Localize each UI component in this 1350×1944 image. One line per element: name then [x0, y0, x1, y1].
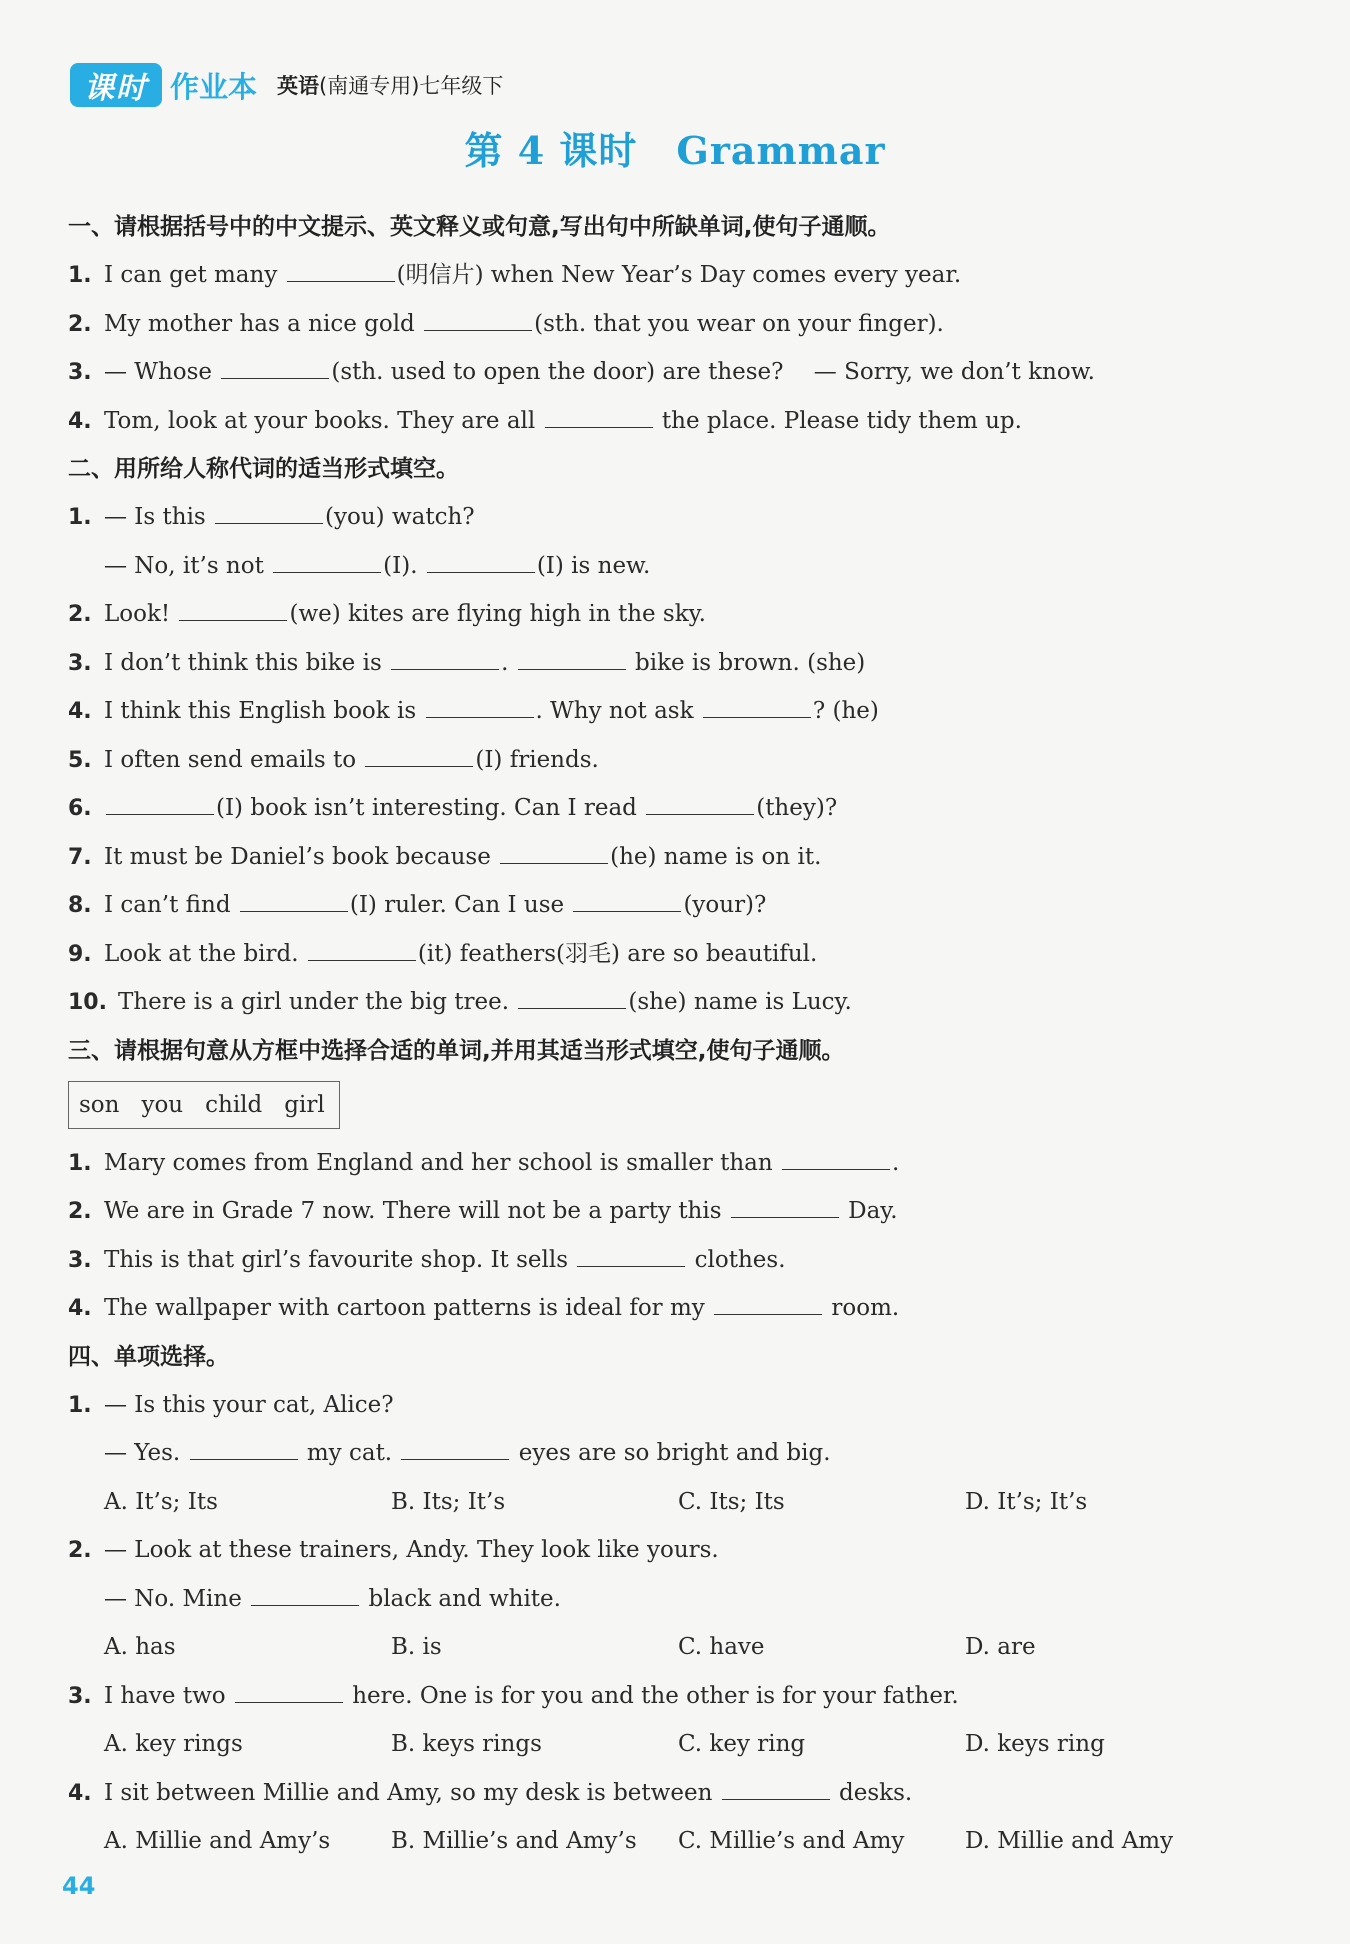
answer-blank[interactable] — [518, 647, 626, 670]
answer-blank[interactable] — [427, 550, 535, 573]
answer-blank[interactable] — [240, 889, 348, 912]
s2-question-3: 3. I don’t think this bike is . bike is brown. (she) — [68, 639, 1298, 688]
s3-question-1: 1. Mary comes from England and her school is smaller than . — [68, 1139, 1298, 1188]
option-b[interactable]: B. Millie’s and Amy’s — [391, 1828, 637, 1854]
answer-blank[interactable] — [573, 889, 681, 912]
s2-question-2: 2. Look! (we) kites are flying high in the sky. — [68, 590, 1298, 639]
s4-question-2-line2: — No. Mine black and white. — [68, 1575, 1298, 1624]
lesson-title: 第 4 课时 Grammar — [464, 128, 886, 173]
s4-question-3: 3. I have two here. One is for you and the other is for your father. — [68, 1672, 1298, 1721]
s2-question-6: 6. (I) book isn’t interesting. Can I read (they)? — [68, 784, 1298, 833]
brand-logo-badge: 课时 — [70, 63, 162, 107]
s4-question-2-options — [68, 1623, 1298, 1672]
answer-blank[interactable] — [500, 841, 608, 864]
s4-question-1: 1. — Is this your cat, Alice? — [68, 1391, 394, 1418]
s3-question-4: 4. The wallpaper with cartoon patterns is ideal for my room. — [68, 1284, 1298, 1333]
answer-blank[interactable] — [365, 744, 473, 767]
option-b[interactable]: B. keys rings — [391, 1731, 542, 1757]
answer-blank[interactable] — [221, 356, 329, 379]
s4-question-2: 2. — Look at these trainers, Andy. They look like yours. — [68, 1537, 719, 1563]
option-a[interactable]: A. key rings — [104, 1731, 243, 1757]
s4-question-4: 4. I sit between Millie and Amy, so my desk is between desks. — [68, 1769, 1298, 1818]
book-header — [70, 60, 503, 110]
book-info — [277, 70, 503, 100]
option-a[interactable]: A. It’s; Its — [104, 1488, 218, 1515]
word-bank-item: child — [205, 1091, 263, 1118]
word-bank-item: girl — [284, 1091, 325, 1118]
answer-blank[interactable] — [251, 1583, 359, 1606]
s1-question-2: 2. My mother has a nice gold (sth. that you wear on your finger). — [68, 300, 1298, 349]
page-number: 44 — [62, 1872, 96, 1900]
option-b[interactable]: B. Its; It’s — [391, 1488, 506, 1515]
option-d[interactable]: D. Millie and Amy — [965, 1828, 1174, 1854]
option-a[interactable]: A. has — [104, 1634, 176, 1660]
answer-blank[interactable] — [106, 792, 214, 815]
section-2-heading: 二、用所给人称代词的适当形式填空。 — [68, 456, 459, 482]
edition-label: (南通专用)七年级下 — [319, 74, 504, 98]
s2-question-10: 10. There is a girl under the big tree. (she) name is Lucy. — [68, 978, 1298, 1027]
word-bank-item: you — [141, 1091, 184, 1118]
s2-question-8: 8. I can’t find (I) ruler. Can I use (your)? — [68, 881, 1298, 930]
s1-question-1: 1. I can get many (明信片) when New Year’s Day comes every year. — [68, 251, 1298, 300]
option-c[interactable]: C. Its; Its — [678, 1488, 785, 1515]
section-3-heading: 三、请根据句意从方框中选择合适的单词,并用其适当形式填空,使句子通顺。 — [68, 1037, 845, 1064]
exercise-content — [68, 203, 1298, 1866]
option-b[interactable]: B. is — [391, 1634, 442, 1660]
s1-question-4: 4. Tom, look at your books. They are all the place. Please tidy them up. — [68, 397, 1298, 446]
answer-blank[interactable] — [235, 1680, 343, 1703]
answer-blank[interactable] — [518, 986, 626, 1009]
s1-question-3: 3. — Whose (sth. used to open the door) are these? — Sorry, we don’t know. — [68, 348, 1298, 397]
subject-label: 英语 — [277, 74, 320, 98]
s3-question-3: 3. This is that girl’s favourite shop. It sells clothes. — [68, 1236, 1298, 1285]
section-4-heading: 四、单项选择。 — [68, 1343, 229, 1370]
s2-question-1-reply: — No, it’s not (I). (I) is new. — [68, 542, 1298, 591]
option-c[interactable]: C. Millie’s and Amy — [678, 1828, 905, 1854]
option-d[interactable]: D. keys ring — [965, 1731, 1105, 1757]
answer-blank[interactable] — [273, 550, 381, 573]
brand-logo-text: 作业本 — [170, 69, 258, 104]
answer-blank[interactable] — [190, 1437, 298, 1460]
answer-blank[interactable] — [703, 695, 811, 718]
s4-question-3-options — [68, 1720, 1298, 1769]
answer-blank[interactable] — [577, 1244, 685, 1267]
s2-question-4: 4. I think this English book is . Why not ask ? (he) — [68, 687, 1298, 736]
answer-blank[interactable] — [391, 647, 499, 670]
answer-blank[interactable] — [714, 1292, 822, 1315]
s3-question-2: 2. We are in Grade 7 now. There will not be a party this Day. — [68, 1187, 1298, 1236]
s2-question-1: 1. — Is this (you) watch? — [68, 493, 1298, 542]
section-1-heading: 一、请根据括号中的中文提示、英文释义或句意,写出句中所缺单词,使句子通顺。 — [68, 214, 891, 240]
s4-question-1-line2: — Yes. my cat. eyes are so bright and big. — [68, 1429, 1298, 1478]
s4-question-4-options — [68, 1817, 1298, 1866]
answer-blank[interactable] — [722, 1777, 830, 1800]
answer-blank[interactable] — [215, 501, 323, 524]
answer-blank[interactable] — [646, 792, 754, 815]
option-a[interactable]: A. Millie and Amy’s — [104, 1828, 331, 1854]
word-bank-box — [68, 1081, 340, 1129]
option-c[interactable]: C. have — [678, 1634, 765, 1660]
answer-blank[interactable] — [424, 308, 532, 331]
answer-blank[interactable] — [287, 259, 395, 282]
option-c[interactable]: C. key ring — [678, 1731, 806, 1757]
answer-blank[interactable] — [545, 405, 653, 428]
s2-question-5: 5. I often send emails to (I) friends. — [68, 736, 1298, 785]
answer-blank[interactable] — [401, 1437, 509, 1460]
answer-blank[interactable] — [179, 598, 287, 621]
s2-question-9: 9. Look at the bird. (it) feathers(羽毛) are so beautiful. — [68, 930, 1298, 979]
answer-blank[interactable] — [308, 938, 416, 961]
answer-blank[interactable] — [782, 1147, 890, 1170]
answer-blank[interactable] — [731, 1195, 839, 1218]
option-d[interactable]: D. are — [965, 1634, 1036, 1660]
word-bank-item: son — [79, 1091, 120, 1118]
s2-question-7: 7. It must be Daniel’s book because (he) name is on it. — [68, 833, 1298, 882]
option-d[interactable]: D. It’s; It’s — [965, 1488, 1088, 1515]
s4-question-1-options — [68, 1478, 1298, 1527]
answer-blank[interactable] — [426, 695, 534, 718]
